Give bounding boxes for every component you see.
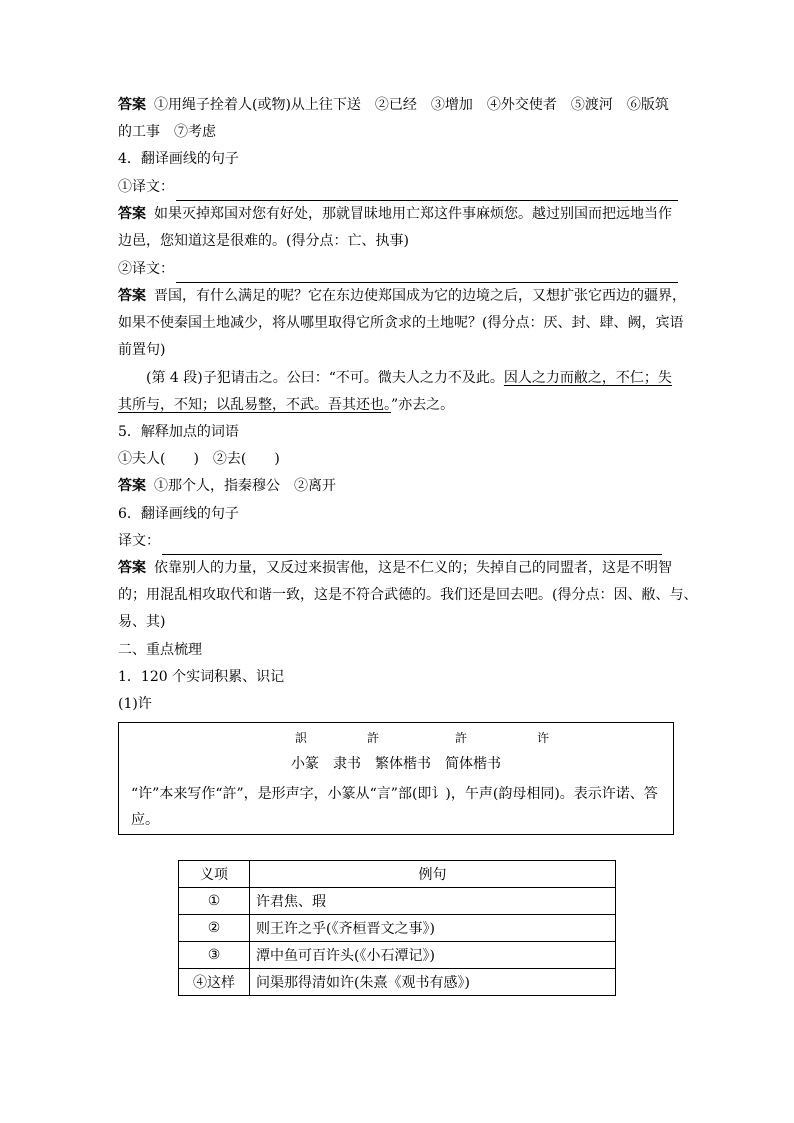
q6-answer-line3: 易、其) bbox=[118, 614, 166, 630]
word-heading: (1)许 bbox=[118, 696, 152, 712]
header-item: 义项 bbox=[179, 861, 250, 888]
character-evolution-box bbox=[118, 722, 674, 835]
q5-answer-line bbox=[118, 473, 678, 500]
table-row bbox=[179, 888, 616, 915]
form-names: 小篆 隶书 繁体楷书 简体楷书 bbox=[291, 756, 501, 772]
form-traditional: 許 bbox=[455, 731, 468, 745]
q6-answer-text: 依靠别人的力量，又反过来损害他，这是不仁义的；失掉自己的同盟者，这是不明智 bbox=[154, 560, 672, 576]
answer-blank-3 bbox=[162, 538, 662, 555]
q6-prompt: 译文： bbox=[118, 533, 160, 549]
answer-blank-2 bbox=[176, 266, 678, 283]
q4-answer2-line2: 如果不使秦国土地减少，将从哪里取得它所贪求的土地呢？(得分点：厌、封、肆、阙，宾语 bbox=[118, 315, 684, 331]
q4-prompt2: ②译文： bbox=[118, 261, 174, 277]
q4-answer1-text: 如果灭掉郑国对您有好处，那就冒昧地用亡郑这件事麻烦您。越过别国而把远地当作 bbox=[154, 206, 672, 222]
q6-heading: 6．翻译画线的句子 bbox=[118, 506, 239, 522]
q4-prompt1-line bbox=[118, 174, 678, 201]
form-simplified: 许 bbox=[537, 731, 550, 745]
q5-answer-text: ①那个人，指秦穆公 ②离开 bbox=[154, 478, 336, 494]
q6-answer-line2: 的；用混乱相攻取代和谐一致，这是不符合武德的。我们还是回去吧。(得分点：因、敝、与、 bbox=[118, 587, 698, 603]
q4-answer2-line3: 前置句) bbox=[118, 342, 166, 358]
q3-answer-line1 bbox=[118, 92, 678, 119]
row-item: ④这样 bbox=[179, 969, 250, 996]
meaning-table bbox=[178, 860, 616, 996]
q4-prompt1: ①译文： bbox=[118, 179, 174, 195]
character-description: “许”本来写作“許”，是形声字，小篆从“言”部(即讠)，午声(韵母相同)。表示许诺、答应。 bbox=[131, 786, 658, 828]
q4-answer1-line1 bbox=[118, 201, 678, 228]
row-item: ② bbox=[179, 915, 250, 942]
answer-label: 答案 bbox=[118, 560, 146, 576]
q4-answer1-line2: 边邑，您知道这是很难的。(得分点：亡、执事) bbox=[118, 233, 409, 249]
passage-text: 子犯请击之。公曰：“不可。微夫人之力不及此。 bbox=[202, 370, 504, 386]
answer-label: 答案 bbox=[118, 206, 146, 222]
passage-prefix: (第 4 段) bbox=[146, 370, 203, 386]
table-header-row bbox=[179, 861, 616, 888]
row-example: 潭中鱼可百许头(《小石潭记》) bbox=[250, 942, 616, 969]
table-row bbox=[179, 942, 616, 969]
row-item: ③ bbox=[179, 942, 250, 969]
character-forms bbox=[119, 729, 673, 749]
q4-prompt2-line bbox=[118, 256, 678, 283]
table-row bbox=[179, 915, 616, 942]
form-clerical: 許 bbox=[367, 731, 380, 745]
passage-suffix: ”亦去之。 bbox=[391, 397, 455, 413]
q5-heading: 5．解释加点的词语 bbox=[118, 424, 239, 440]
header-example: 例句 bbox=[250, 861, 616, 888]
answer-label: 答案 bbox=[118, 97, 146, 113]
answer-label: 答案 bbox=[118, 288, 146, 304]
table-row bbox=[179, 969, 616, 996]
passage-line1 bbox=[118, 365, 678, 392]
q6-answer-line1 bbox=[118, 555, 678, 582]
passage-underlined-2: 其所与，不知；以乱易整，不武。吾其还也。 bbox=[118, 397, 391, 413]
q3-answer-line2: 的工事 ⑦考虑 bbox=[118, 124, 216, 140]
section2-heading: 二、重点梳理 bbox=[118, 642, 202, 658]
row-example: 许君焦、瑕 bbox=[250, 888, 616, 915]
row-example: 问渠那得清如许(朱熹《观书有感》) bbox=[250, 969, 616, 996]
passage-line2 bbox=[118, 392, 678, 419]
q3-answer-text: ①用绳子拴着人(或物)从上往下送 ②已经 ③增加 ④外交使者 ⑤渡河 ⑥版筑 bbox=[154, 97, 669, 113]
q6-prompt-line bbox=[118, 528, 678, 555]
q4-answer2-text: 晋国，有什么满足的呢？它在东边使郑国成为它的边境之后，又想扩张它西边的疆界， bbox=[154, 288, 686, 304]
row-example: 则王许之乎(《齐桓晋文之事》) bbox=[250, 915, 616, 942]
answer-label: 答案 bbox=[118, 478, 146, 494]
q5-items: ①夫人( ) ②去( ) bbox=[118, 451, 280, 467]
passage-underlined-1: 因人之力而敝之，不仁；失 bbox=[503, 370, 672, 386]
row-item: ① bbox=[179, 888, 250, 915]
answer-blank-1 bbox=[176, 184, 678, 201]
form-seal: 䛊 bbox=[295, 731, 308, 745]
section2-sub1: 1．120 个实词积累、识记 bbox=[118, 669, 285, 685]
q4-answer2-line1 bbox=[118, 283, 686, 310]
q4-heading: 4．翻译画线的句子 bbox=[118, 151, 239, 167]
